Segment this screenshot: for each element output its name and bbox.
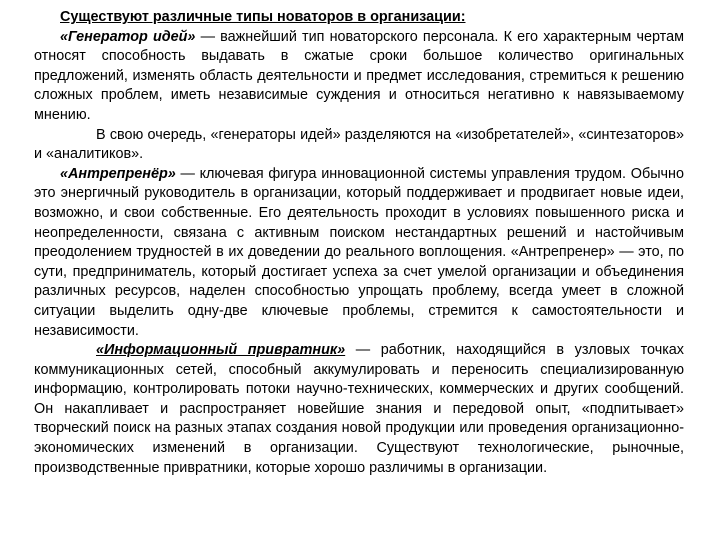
paragraph-text: — ключевая фигура инновационной системы управления трудом. Обычно это энергичный руководитель в организации, который поддерживает и продвигает новые идеи, возможно, и свои собственные. Его деятельность проходит в условиях повышенного риска и неопределенности, связана с активным поиском нестандартных решений и настойчивым преодолением трудностей в их доведении до реального воплощения. «Антрепренер» — это, по сути, предприниматель, который достигает успеха за счет умелой организации и объединения различных ресурсов, наделен способностью упрощать проблему, всегда умеет в сложной ситуации выделить одну-две ключевые проблемы, стремится к самостоятельности и независимости. xyxy=(34,165,684,339)
paragraph-text: — работник, находящийся в узловых точках коммуникационных сетей, способный аккумулировать и переносить специализированную информацию, контролировать потоки научно-технических, коммерческих и других сообщений. Он накапливает и распространяет новейшие знания и передовой опыт, «подпитывает» творческий поиск на разных этапах создания новой продукции или проведения организационно-экономических изменений в организации. Существуют технологические, рыночные, производственные привратники, которые хорошо различимы в организации. xyxy=(34,342,684,476)
term-information-gatekeeper: «Информационный привратник» xyxy=(96,342,346,359)
paragraph-text: В свою очередь, «генераторы идей» разделяются на «изобретателей», «синтезаторов» и «аналитиков». xyxy=(34,126,684,163)
paragraph-information-gatekeeper xyxy=(34,341,684,478)
term-entrepreneur: «Антрепренёр» xyxy=(60,165,176,182)
paragraph-generator-types xyxy=(34,126,684,165)
paragraph-entrepreneur xyxy=(34,165,684,341)
term-idea-generator: «Генератор идей» xyxy=(60,28,196,45)
document-title: Существуют различные типы новаторов в организации: xyxy=(60,9,466,25)
paragraph-idea-generator xyxy=(34,28,684,126)
paragraph-text: — важнейший тип новаторского персонала. К его характерным чертам относят способность выдавать в сжатые сроки большое количество оригинальных предложений, изменять область деятельности и предмет исследования, стремиться к решению сложных проблем, иметь независимые суждения и относиться негативно к навязываемому мнению. xyxy=(34,28,684,123)
document-page xyxy=(34,8,684,478)
